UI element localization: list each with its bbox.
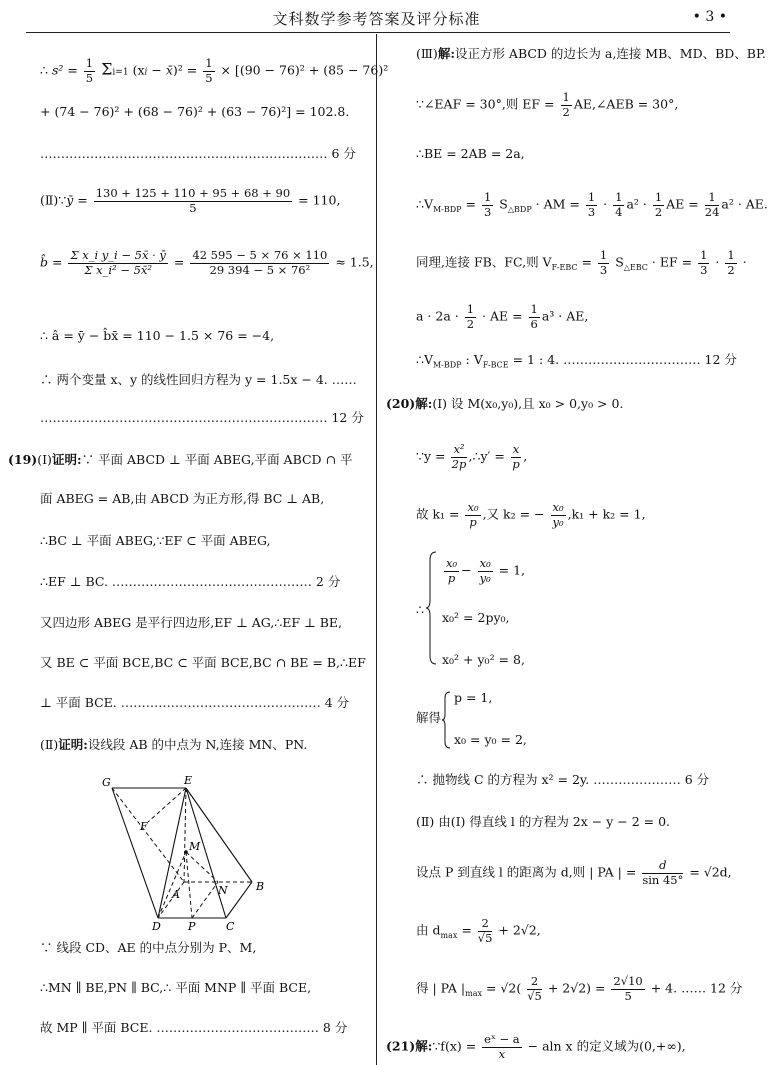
score-6: …………………………………………………………… 6 分 [40,146,356,161]
dmax-line: 由 $d_{max}$ = $\frac{2}{√5}$ + 2√2, [416,916,541,945]
brace-icon [426,550,438,666]
variance-line-2: + (74 − 76)² + (68 − 76)² + (63 − 76)²] = 102.8. [40,104,350,119]
column-divider [376,34,377,1065]
label-n: N [218,884,228,897]
score-12a: …………………………………………………………… 12 分 [40,410,364,425]
q19-line-7: ⊥ 平面 BCE. ………………………………………… 4 分 [40,695,350,710]
distance-line: 设点 P 到直线 l 的距离为 d,则 | PA | = $\frac{d}{\sin 45^\circ}$ = √2d, [416,858,732,887]
geometry-figure [100,772,300,932]
q19-line-5: 又四边形 ABEG 是平行四边形,EF ⊥ AG,∴EF ⊥ BE, [40,615,343,630]
label-p: P [188,920,196,933]
label-c: C [226,920,235,933]
slopes-line: 故 k₁ = $\frac{\text{x₀}}{p}$ ,又 k₂ = − $\frac{\text{x₀}}{\text{y₀}}$ ,k₁ + k₂ = 1, [416,500,646,529]
mean-y-line: (Ⅱ)∵ȳ = $\frac{130 + 125 + 110 + 95 + 68 + 90}{5}$ = 110, [40,186,341,215]
label-d: D [152,920,161,933]
volume-cont-line: a · 2a · $\frac{1}{2}$ · AE = $\frac{1}{6}$ a³ · AE, [416,302,589,331]
label-f: F [140,820,148,833]
label-m: M [189,840,201,853]
brace-icon-2 [442,690,452,750]
header-rule [26,32,730,33]
q19-line: (19)(Ⅰ)证明:∵ 平面 ABCD ⊥ 平面 ABEG,平面 ABCD ∩ 平 [8,452,353,467]
parabola-line: ∴ 抛物线 C 的方程为 x² = 2y. ………………… 6 分 [416,772,710,787]
q19-line-6: 又 BE ⊂ 平面 BCE,BC ⊂ 平面 BCE,BC ∩ BE = B,∴EF [40,655,366,670]
label-b: B [256,880,265,893]
slope-line: b̂ = $\frac{\text{Σ x\_i y\_i − 5x̄ · ȳ}}{\text{Σ x\_i² − 5x̄²}}$ = $\frac{42 595 - 5 \times 76 \times 110}{\text{29 394 − 5 × 76²}}$ ≈ 1.5, [40,248,374,277]
volume-mbdp-line: $\therefore V_{M-BDP}$ = $\frac{1}{3}$ $S_{\triangle BDP}$ · AM = $\frac{1}{3}$ · $\frac{1}{4}$ a² · $\frac{1}{2}$ AE = $\frac{1}{24}$ a² · AE. [416,190,768,219]
regression-line: ∴ 两个变量 x、y 的线性回归方程为 y = 1.5x − 4. …… [40,372,357,387]
angle-line: ∵∠EAF = 30°,则 EF = $\frac{1}{2}$ AE,∠AEB = 30°, [416,90,679,119]
pamax-line: 得 | PA $|_{max} = √2$( $\frac{2}{√5}$ + 2√2) = $\frac{2√10}{5}$ + 4. …… 12 分 [416,974,743,1003]
ratio-line: $\therefore V_{M-BDP}$ : $V_{F-BCE} = 1$ : 4. …………………………… 12 分 [416,352,737,370]
q19-part3-line: (Ⅲ)解:设正方形 ABCD 的边长为 a,连接 MB、MD、BD、BP. [416,46,766,61]
page-number: • 3 • [692,9,727,25]
derivative-line: ∵y = $\frac{\text{x²}}{2p}$ ,∴y′ = $\frac{x}{p}$ , [416,442,528,471]
variance-line: ∴ s² = $\frac{1}{5}$ Σi=1 (xi − x̄)² = $\frac{1}{5}$ × [(90 − 76)² + (85 − 76)² [40,56,389,85]
page-title: 文科数学参考答案及评分标准 [272,10,481,28]
be-line: ∴BE = 2AB = 2a, [416,146,525,161]
label-g: G [102,776,111,789]
q19-line-4: ∴EF ⊥ BC. ………………………………………… 2 分 [40,574,341,589]
label-e: E [184,774,193,787]
q19-line-2: 面 ABEG = AB,由 ABCD 为正方形,得 BC ⊥ AB, [40,491,325,506]
label-a: A [172,888,180,901]
score-8: 故 MP ∥ 平面 BCE. ………………………………… 8 分 [40,1020,348,1035]
parallel-line: ∴MN ∥ BE,PN ∥ BC,∴ 平面 MNP ∥ 平面 BCE, [40,980,312,995]
volume-febc-line: 同理,连接 FB、FC,则 $V_{F-EBC}$ = $\frac{1}{3}$ $S_{\triangle EBC}$ · EF = $\frac{1}{3}$ · $\frac{1}{2}$ · [416,248,747,277]
midpoint-line: ∵ 线段 CD、AE 的中点分别为 P、M, [40,940,257,955]
q21-line: (21)解:∵f(x) = $\frac{\text{eˣ − a}}{x}$ − aln x 的定义域为(0,+∞), [386,1032,686,1061]
line-l-line: (Ⅱ) 由(Ⅰ) 得直线 l 的方程为 2x − y − 2 = 0. [416,814,671,829]
q20-line: (20)解:(Ⅰ) 设 M(x₀,y₀),且 x₀ > 0,y₀ > 0. [386,396,624,411]
q19-line-3: ∴BC ⊥ 平面 ABEG,∵EF ⊂ 平面 ABEG, [40,533,271,548]
intercept-line: ∴ â = ȳ − b̂x̄ = 110 − 1.5 × 76 = −4, [40,328,275,343]
q19-part2-line: (Ⅱ)证明:设线段 AB 的中点为 N,连接 MN、PN. [40,737,308,752]
